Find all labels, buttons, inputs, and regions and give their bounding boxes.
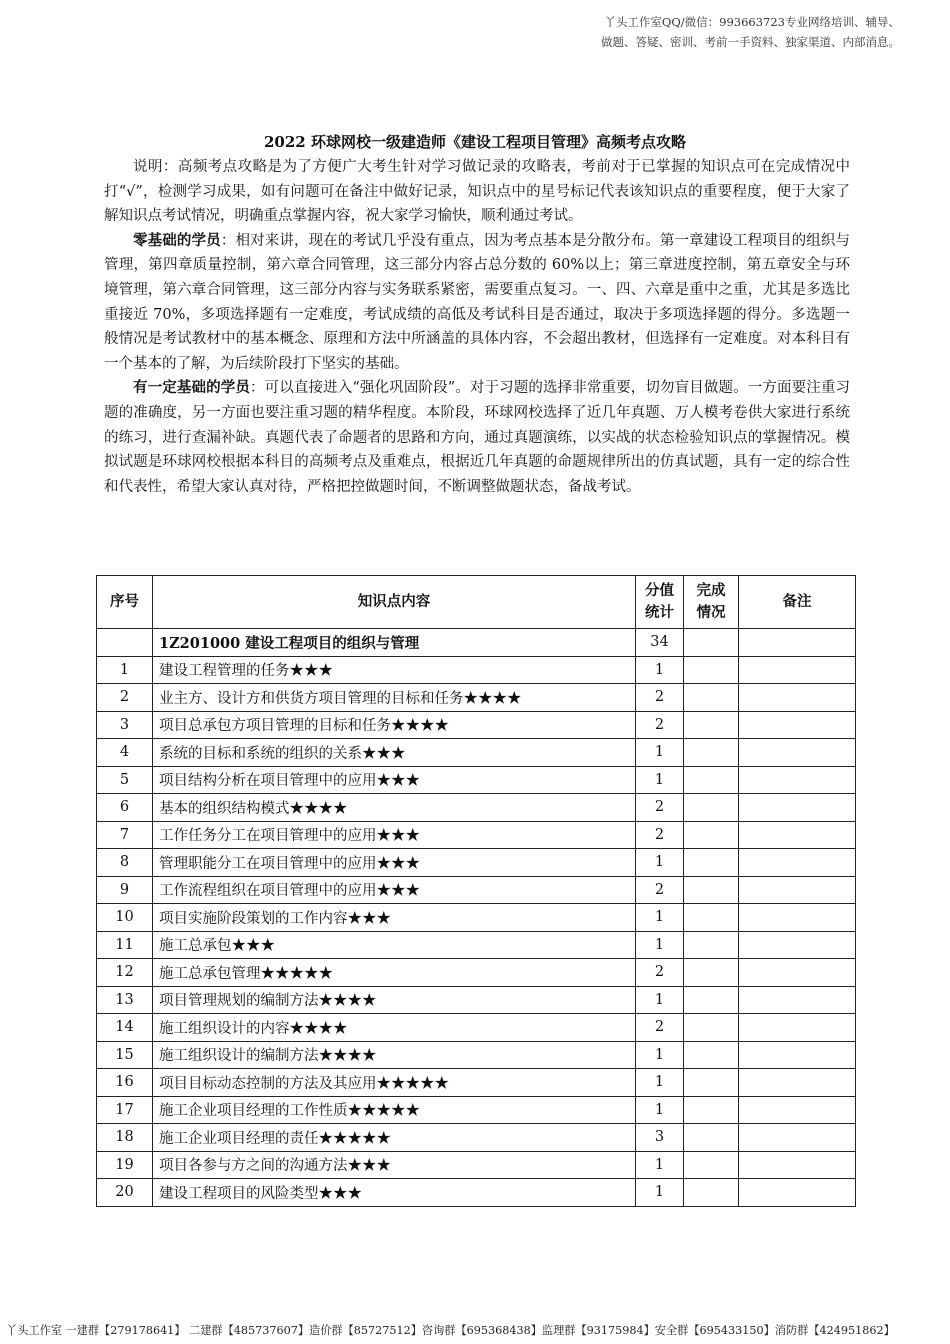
- row-done-cell[interactable]: [684, 876, 739, 904]
- row-score: 3: [636, 1124, 684, 1152]
- header-note-col: 备注: [739, 576, 856, 629]
- row-note-cell[interactable]: [739, 1069, 856, 1097]
- header-note: [470, 12, 900, 52]
- row-done-cell[interactable]: [684, 656, 739, 684]
- row-num: 19: [97, 1151, 153, 1179]
- table-row: [97, 1069, 856, 1097]
- header-score: [636, 576, 684, 629]
- row-note-cell[interactable]: [739, 821, 856, 849]
- header-score-a: 分值: [645, 582, 674, 599]
- header-num: 序号: [97, 576, 153, 629]
- row-done-cell[interactable]: [684, 849, 739, 877]
- row-knowledge-point: 管理职能分工在项目管理中的应用★★★: [153, 849, 636, 877]
- row-score: 1: [636, 1096, 684, 1124]
- row-score: 1: [636, 986, 684, 1014]
- row-knowledge-point: 建设工程管理的任务★★★: [153, 656, 636, 684]
- table-row: [97, 876, 856, 904]
- row-num: 15: [97, 1041, 153, 1069]
- row-num: 18: [97, 1124, 153, 1152]
- table-row: [97, 986, 856, 1014]
- row-score: 2: [636, 959, 684, 987]
- row-note-cell[interactable]: [739, 931, 856, 959]
- document-title: 2022 环球网校一级建造师《建设工程项目管理》高频考点攻略: [264, 133, 686, 151]
- row-knowledge-point: 施工企业项目经理的工作性质★★★★★: [153, 1096, 636, 1124]
- row-note-cell[interactable]: [739, 904, 856, 932]
- row-score: 1: [636, 766, 684, 794]
- table-row: [97, 1179, 856, 1207]
- table-row: [97, 904, 856, 932]
- row-done-cell[interactable]: [684, 931, 739, 959]
- row-note-cell[interactable]: [739, 766, 856, 794]
- table-row: [97, 849, 856, 877]
- chapter-done-cell[interactable]: [684, 629, 739, 657]
- row-note-cell[interactable]: [739, 684, 856, 712]
- row-done-cell[interactable]: [684, 904, 739, 932]
- zero-base-text: ：相对来讲，现在的考试几乎没有重点，因为考点基本是分散分布。第一章建设工程项目的组织与管理，第四章质量控制，第六章合同管理，这三部分内容占总分数的 60%以上；第三章进度控制，第五章安全与环境管理，第六章合同管理，这三部分内容与实务联系紧密，需要重点复习。一、四、六章是重中之重，尤其是多选比重接近 70%，多项选择题有一定难度，考试成绩的高低及考试科目是否通过，取决于多项选择题的得分。多选题一般情况是考试教材中的基本概念、原理和方法中所涵盖的具体内容，不会超出教材，但选择有一定难度。对本科目有一个基本的了解，为后续阶段打下坚实的基础。: [104, 232, 850, 372]
- row-knowledge-point: 系统的目标和系统的组织的关系★★★: [153, 739, 636, 767]
- row-done-cell[interactable]: [684, 1041, 739, 1069]
- chapter-note-cell[interactable]: [739, 629, 856, 657]
- knowledge-point-table: [96, 575, 856, 1207]
- row-done-cell[interactable]: [684, 794, 739, 822]
- chapter-name: 1Z201000 建设工程项目的组织与管理: [153, 629, 636, 657]
- header-done-b: 情况: [696, 604, 726, 621]
- row-done-cell[interactable]: [684, 1179, 739, 1207]
- row-knowledge-point: 基本的组织结构模式★★★★: [153, 794, 636, 822]
- row-knowledge-point: 施工组织设计的内容★★★★: [153, 1014, 636, 1042]
- chapter-num: [97, 629, 153, 657]
- row-score: 2: [636, 1014, 684, 1042]
- row-score: 1: [636, 849, 684, 877]
- row-knowledge-point: 项目目标动态控制的方法及其应用★★★★★: [153, 1069, 636, 1097]
- table-row: [97, 1041, 856, 1069]
- footer-bar: 丫头工作室 一建群【279178641】 二建群【485737607】造价群【85727512】咨询群【695368438】监理群【93175984】安全群【695433150】消防群【424951862】: [6, 1324, 895, 1337]
- some-base-paragraph: [104, 376, 850, 499]
- row-done-cell[interactable]: [684, 821, 739, 849]
- row-score: 1: [636, 1069, 684, 1097]
- chapter-score: 34: [636, 629, 684, 657]
- row-num: 2: [97, 684, 153, 712]
- table-row: [97, 1151, 856, 1179]
- header-name: 知识点内容: [153, 576, 636, 629]
- row-knowledge-point: 工作流程组织在项目管理中的应用★★★: [153, 876, 636, 904]
- row-score: 2: [636, 794, 684, 822]
- zero-base-label: 零基础的学员: [133, 231, 221, 249]
- row-num: 7: [97, 821, 153, 849]
- row-num: 8: [97, 849, 153, 877]
- some-base-text: ：可以直接进入“强化巩固阶段”。对于习题的选择非常重要，切勿盲目做题。一方面要注重习题的准确度，另一方面也要注重习题的精华程度。本阶段，环球网校选择了近几年真题、万人模考卷供大家进行系统的练习，进行查漏补缺。真题代表了命题者的思路和方向，通过真题演练，以实战的状态检验知识点的掌握情况。模拟试题是环球网校根据本科目的高频考点及重难点，根据近几年真题的命题规律所出的仿真试题，具有一定的综合性和代表性，希望大家认真对待，严格把控做题时间，不断调整做题状态，备战考试。: [104, 380, 851, 495]
- row-done-cell[interactable]: [684, 986, 739, 1014]
- row-note-cell[interactable]: [739, 739, 856, 767]
- row-knowledge-point: 项目各参与方之间的沟通方法★★★: [153, 1151, 636, 1179]
- row-num: 14: [97, 1014, 153, 1042]
- body-text: [104, 155, 850, 499]
- row-done-cell[interactable]: [684, 1014, 739, 1042]
- row-note-cell[interactable]: [739, 986, 856, 1014]
- row-score: 1: [636, 1041, 684, 1069]
- table-row: [97, 656, 856, 684]
- row-num: 5: [97, 766, 153, 794]
- row-knowledge-point: 工作任务分工在项目管理中的应用★★★: [153, 821, 636, 849]
- row-done-cell[interactable]: [684, 1096, 739, 1124]
- row-knowledge-point: 施工企业项目经理的责任★★★★★: [153, 1124, 636, 1152]
- row-done-cell[interactable]: [684, 1124, 739, 1152]
- row-score: 2: [636, 711, 684, 739]
- row-note-cell[interactable]: [739, 1096, 856, 1124]
- row-note-cell[interactable]: [739, 876, 856, 904]
- row-score: 1: [636, 656, 684, 684]
- zero-base-paragraph: [104, 229, 850, 377]
- row-num: 17: [97, 1096, 153, 1124]
- table-row: [97, 1124, 856, 1152]
- row-num: 16: [97, 1069, 153, 1097]
- table-row: [97, 794, 856, 822]
- row-knowledge-point: 项目管理规划的编制方法★★★★: [153, 986, 636, 1014]
- row-knowledge-point: 施工总承包管理★★★★★: [153, 959, 636, 987]
- table-header-row: [97, 576, 856, 629]
- table-row: [97, 1096, 856, 1124]
- row-score: 1: [636, 904, 684, 932]
- row-knowledge-point: 项目实施阶段策划的工作内容★★★: [153, 904, 636, 932]
- table-row: [97, 1014, 856, 1042]
- row-done-cell[interactable]: [684, 959, 739, 987]
- row-score: 2: [636, 821, 684, 849]
- row-knowledge-point: 施工总承包★★★: [153, 931, 636, 959]
- chapter-row: [97, 629, 856, 657]
- header-done: [684, 576, 739, 629]
- row-knowledge-point: 施工组织设计的编制方法★★★★: [153, 1041, 636, 1069]
- row-note-cell[interactable]: [739, 1124, 856, 1152]
- row-num: 20: [97, 1179, 153, 1207]
- header-done-a: 完成: [696, 582, 726, 599]
- row-score: 2: [636, 684, 684, 712]
- table-row: [97, 766, 856, 794]
- row-note-cell[interactable]: [739, 959, 856, 987]
- row-note-cell[interactable]: [739, 711, 856, 739]
- row-score: 1: [636, 1151, 684, 1179]
- header-note-line1: 丫头工作室QQ/微信：993663723专业网络培训、辅导、: [604, 15, 900, 29]
- row-done-cell[interactable]: [684, 739, 739, 767]
- header-score-b: 统计: [645, 604, 674, 621]
- intro-paragraph: 说明：高频考点攻略是为了方便广大考生针对学习做记录的攻略表，考前对于已掌握的知识点可在完成情况中打“√”，检测学习成果，如有问题可在备注中做好记录，知识点中的星号标记代表该知识点的重要程度，便于大家了解知识点考试情况，明确重点掌握内容，祝大家学习愉快，顺利通过考试。: [104, 159, 850, 225]
- row-note-cell[interactable]: [739, 1179, 856, 1207]
- table-row: [97, 739, 856, 767]
- row-num: 1: [97, 656, 153, 684]
- row-note-cell[interactable]: [739, 1041, 856, 1069]
- row-knowledge-point: 项目总承包方项目管理的目标和任务★★★★: [153, 711, 636, 739]
- row-num: 13: [97, 986, 153, 1014]
- row-score: 1: [636, 931, 684, 959]
- row-score: 2: [636, 876, 684, 904]
- row-num: 12: [97, 959, 153, 987]
- row-done-cell[interactable]: [684, 1069, 739, 1097]
- row-note-cell[interactable]: [739, 1014, 856, 1042]
- row-num: 9: [97, 876, 153, 904]
- row-done-cell[interactable]: [684, 766, 739, 794]
- row-num: 4: [97, 739, 153, 767]
- table-row: [97, 711, 856, 739]
- row-num: 6: [97, 794, 153, 822]
- row-done-cell[interactable]: [684, 711, 739, 739]
- row-num: 11: [97, 931, 153, 959]
- row-note-cell[interactable]: [739, 794, 856, 822]
- row-num: 3: [97, 711, 153, 739]
- row-score: 1: [636, 739, 684, 767]
- table-row: [97, 684, 856, 712]
- row-knowledge-point: 业主方、设计方和供货方项目管理的目标和任务★★★★: [153, 684, 636, 712]
- row-note-cell[interactable]: [739, 849, 856, 877]
- table-row: [97, 821, 856, 849]
- row-score: 1: [636, 1179, 684, 1207]
- header-note-line2: 做题、答疑、密训、考前一手资料、独家渠道、内部消息。: [601, 35, 900, 49]
- row-done-cell[interactable]: [684, 684, 739, 712]
- row-note-cell[interactable]: [739, 1151, 856, 1179]
- row-done-cell[interactable]: [684, 1151, 739, 1179]
- row-note-cell[interactable]: [739, 656, 856, 684]
- table-row: [97, 959, 856, 987]
- row-num: 10: [97, 904, 153, 932]
- row-knowledge-point: 建设工程项目的风险类型★★★: [153, 1179, 636, 1207]
- table-row: [97, 931, 856, 959]
- row-knowledge-point: 项目结构分析在项目管理中的应用★★★: [153, 766, 636, 794]
- some-base-label: 有一定基础的学员: [133, 379, 251, 397]
